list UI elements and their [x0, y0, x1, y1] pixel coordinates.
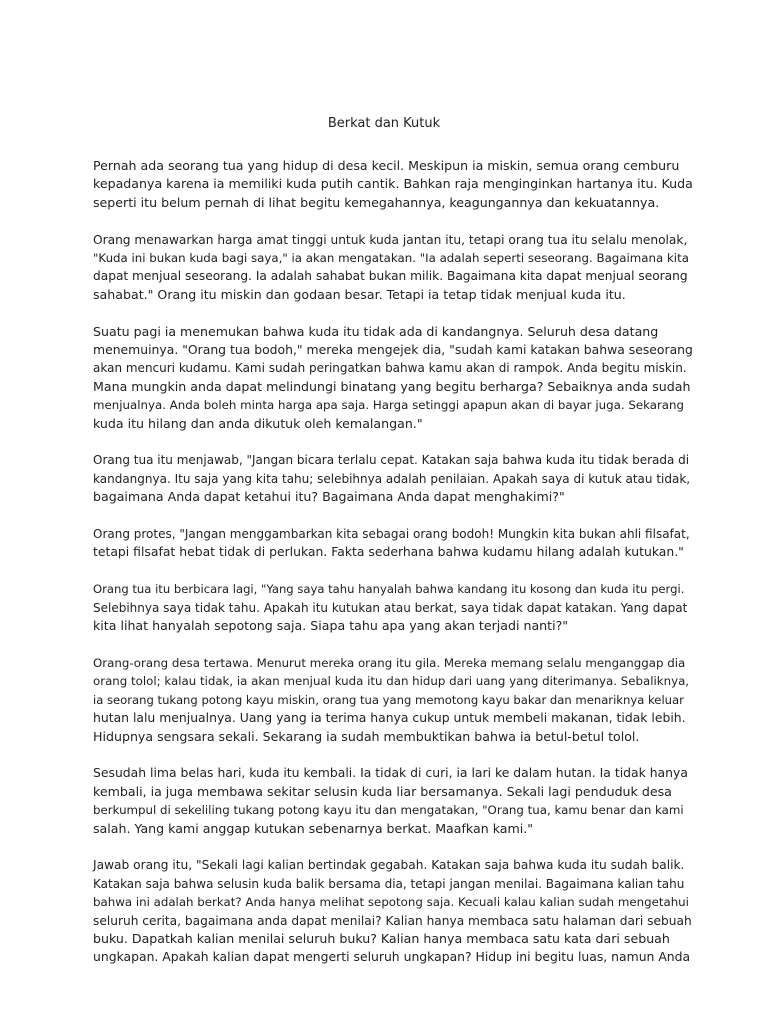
- paragraph-line: sahabat." Orang itu miskin dan godaan besar. Tetapi ia tetap tidak menjual kuda itu.: [93, 286, 626, 302]
- paragraph-line: Orang tua itu berbicara lagi, "Yang saya tahu hanyalah bahwa kandang itu kosong dan kuda itu pergi.: [93, 582, 685, 597]
- paragraph-line: Mana mungkin anda dapat melindungi binatang yang begitu berharga? Sebaiknya anda sudah: [93, 378, 691, 394]
- paragraph: [93, 323, 693, 433]
- paragraph: [93, 231, 693, 305]
- paragraph-line: salah. Yang kami anggap kutukan sebenarnya berkat. Maafkan kami.": [93, 820, 534, 836]
- paragraph-line: "Kuda ini bukan kuda bagi saya," ia akan mengatakan. "Ia adalah seperti seseorang. Bagaimana kita: [93, 251, 689, 266]
- paragraph-line: Orang protes, "Jangan menggambarkan kita sebagai orang bodoh! Mungkin kita bukan ahli filsafat,: [93, 527, 690, 542]
- paragraph-line: Pernah ada seorang tua yang hidup di desa kecil. Meskipun ia miskin, semua orang cemburu: [93, 158, 680, 173]
- paragraph-line: bahwa ini adalah berkat? Anda hanya melihat sepotong saja. Kecuali kalau kalian sudah mengetahui: [93, 895, 689, 910]
- paragraph: [93, 654, 693, 746]
- paragraph-line: Sesudah lima belas hari, kuda itu kembali. Ia tidak di curi, ia lari ke dalam hutan. Ia tidak hanya: [93, 765, 688, 781]
- paragraph-line: kembali, ia juga membawa sekitar selusin kuda liar bersamanya. Sekali lagi penduduk desa: [93, 783, 672, 799]
- paragraph-line: menjualnya. Anda boleh minta harga apa saja. Harga setinggi apapun akan di bayar juga. Sekarang: [93, 398, 685, 413]
- paragraph-line: ia seorang tukang potong kayu miskin, orang tua yang memotong kayu bakar dan menariknya keluar: [93, 692, 684, 707]
- paragraph-line: hutan lalu menjualnya. Uang yang ia terima hanya cukup untuk membeli makanan, tidak lebih.: [93, 710, 686, 726]
- paragraph-line: seluruh cerita, bagaimana anda dapat menilai? Kalian hanya membaca satu halaman dari sebuah: [93, 913, 692, 928]
- paragraph-line: Orang tua itu menjawab, "Jangan bicara terlalu cepat. Katakan saja bahwa kuda itu tidak berada di: [93, 453, 690, 468]
- paragraph-line: Suatu pagi ia menemukan bahwa kuda itu tidak ada di kandangnya. Seluruh desa datang: [93, 323, 659, 339]
- paragraph: [93, 856, 693, 966]
- document-body: [93, 157, 693, 985]
- paragraph-line: Selebihnya saya tidak tahu. Apakah itu kutukan atau berkat, saya tidak dapat katakan. Yang dapat: [93, 600, 688, 615]
- paragraph-line: ungkapan. Apakah kalian dapat mengerti seluruh ungkapan? Hidup ini begitu luas, namun Anda: [93, 949, 691, 965]
- paragraph-line: kandangnya. Itu saja yang kita tahu; selebihnya adalah penilaian. Apakah saya di kutuk atau tidak,: [93, 471, 691, 486]
- paragraph: [93, 764, 693, 838]
- paragraph-line: seperti itu belum pernah di lihat begitu kemegahannya, keagungannya dan kekuatannya.: [93, 194, 660, 210]
- paragraph-line: buku. Dapatkah kalian menilai seluruh buku? Kalian hanya membaca satu kata dari sebuah: [93, 930, 670, 946]
- paragraph-line: kuda itu hilang dan anda dikutuk oleh kemalangan.": [93, 415, 423, 431]
- paragraph-line: Hidupnya sengsara sekali. Sekarang ia sudah membuktikan bahwa ia betul-betul tolol.: [93, 728, 640, 744]
- paragraph: [93, 580, 693, 635]
- paragraph-line: kita lihat hanyalah sepotong saja. Siapa tahu apa yang akan terjadi nanti?": [93, 618, 569, 634]
- paragraph: [93, 451, 693, 506]
- paragraph-line: Jawab orang itu, "Sekali lagi kalian bertindak gegabah. Katakan saja bahwa kuda itu sudah balik.: [93, 858, 685, 873]
- paragraph-line: bagaimana Anda dapat ketahui itu? Bagaimana Anda dapat menghakimi?": [93, 489, 565, 505]
- paragraph-line: kepadanya karena ia memiliki kuda putih cantik. Bahkan raja menginginkan hartanya itu. Kuda: [93, 176, 693, 192]
- paragraph-line: menemuinya. "Orang tua bodoh," mereka mengejek dia, "sudah kami katakan bahwa seseorang: [93, 342, 693, 358]
- paragraph-line: Orang menawarkan harga amat tinggi untuk kuda jantan itu, tetapi orang tua itu selalu menolak,: [93, 232, 688, 247]
- paragraph-line: berkumpul di sekeliling tukang potong kayu itu dan mengatakan, "Orang tua, kamu benar dan kami: [93, 803, 684, 818]
- paragraph: [93, 157, 693, 212]
- paragraph-line: Katakan saja bahwa selusin kuda balik bersama dia, tetapi jangan menilai. Bagaimana kalian tahu: [93, 876, 685, 891]
- paragraph-line: dapat menjual seseorang. Ia adalah sahabat bukan milik. Bagaimana kita dapat menjual seorang: [93, 269, 688, 284]
- paragraph: [93, 525, 693, 562]
- paragraph-line: Orang-orang desa tertawa. Menurut mereka orang itu gila. Mereka memang selalu menganggap dia: [93, 655, 686, 670]
- paragraph-line: orang tolol; kalau tidak, ia akan menjual kuda itu dan hidup dari uang yang diterimanya. Sebaliknya,: [93, 674, 690, 689]
- paragraph-line: tetapi filsafat hebat tidak di perlukan. Fakta sederhana bahwa kudamu hilang adalah kutukan.": [93, 544, 684, 560]
- paragraph-line: akan mencuri kudamu. Kami sudah peringatkan bahwa kamu akan di rampok. Anda begitu miskin.: [93, 361, 687, 376]
- document-title: Berkat dan Kutuk: [327, 116, 441, 131]
